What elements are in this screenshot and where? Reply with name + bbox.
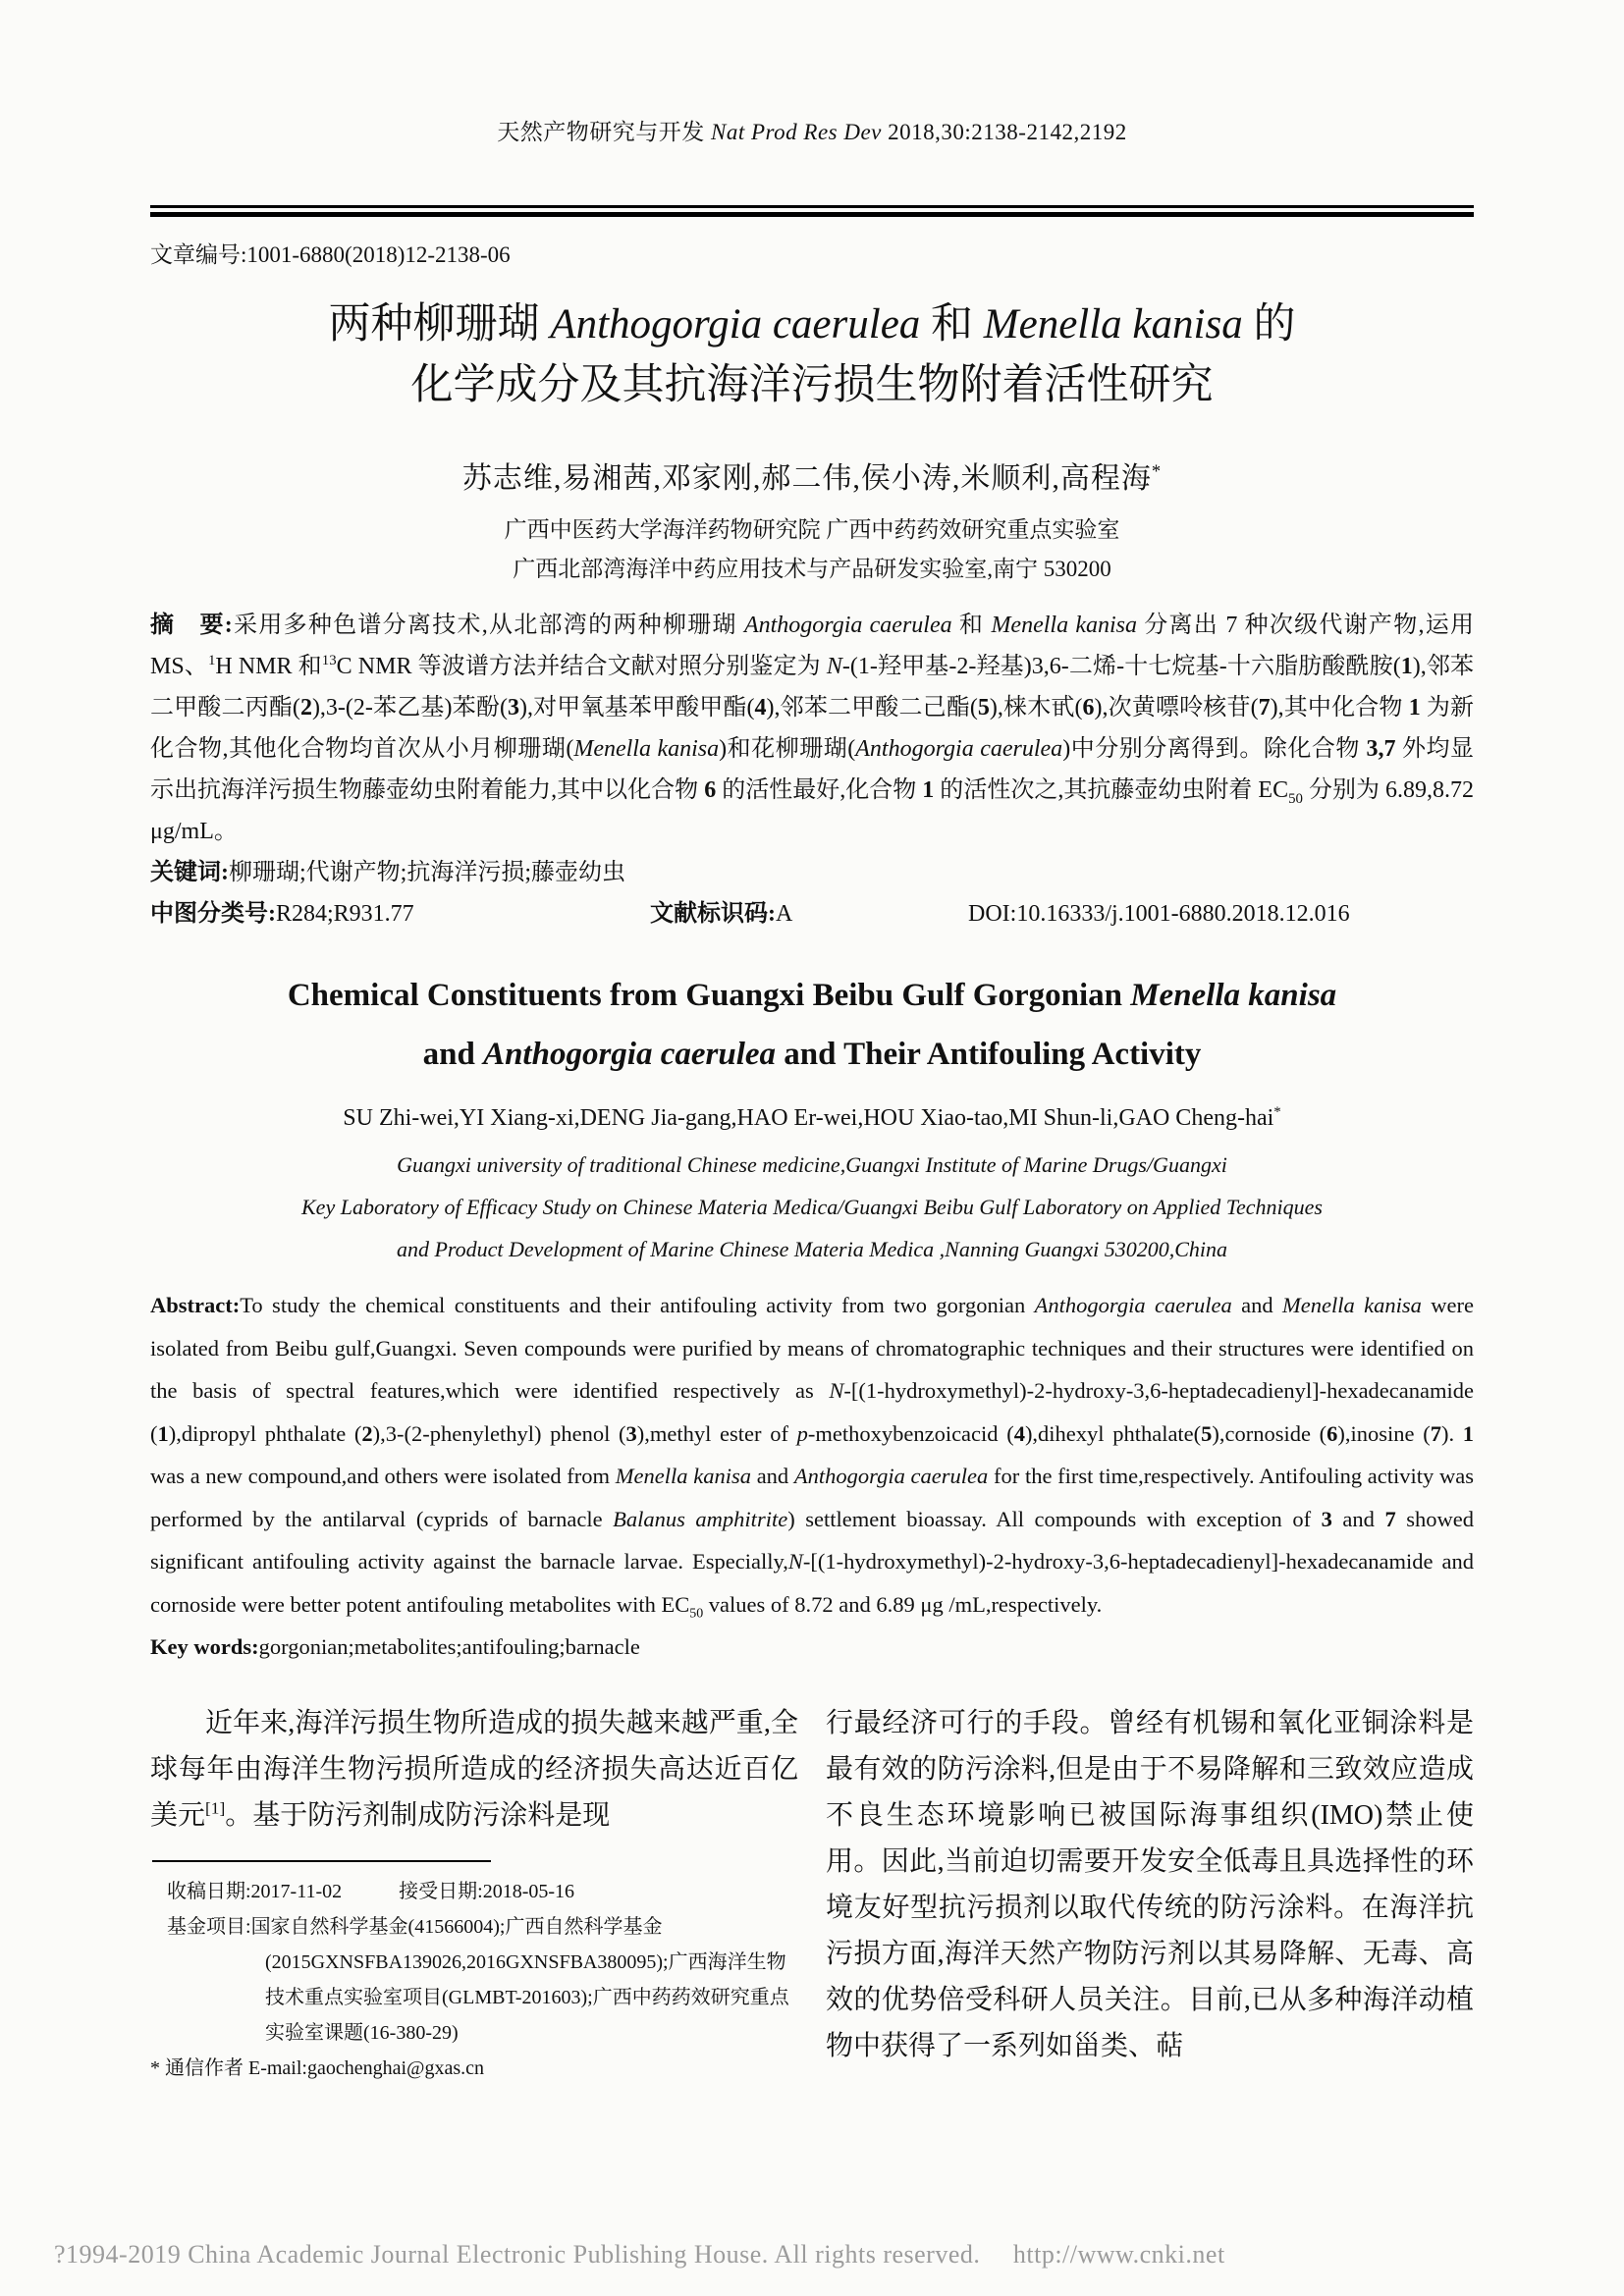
journal-header: 天然产物研究与开发 Nat Prod Res Dev 2018,30:2138-2142,2192	[497, 120, 1127, 144]
abstract-zh	[150, 605, 1474, 852]
title-zh-line1: 两种柳珊瑚 Anthogorgia caerulea 和 Menella kanisa 的	[328, 301, 1296, 347]
document-code: 文献标识码:A	[650, 901, 793, 927]
body-right-paragraph: 行最经济可行的手段。曾经有机锡和氧化亚铜涂料是最有效的防污涂料,但是由于不易降解和三致效应造成不良生态环境影响已被国际海事组织(IMO)禁止使用。因此,当前迫切需要开发安全低毒且具选择性的环境友好型抗污损剂以取代传统的防污涂料。在海洋抗污损方面,海洋天然产物防污剂以其易降解、无毒、高效的优势倍受科研人员关注。目前,已从多种海洋动植物中获得了一系列如甾类、萜	[826, 1707, 1474, 2061]
body-right-column	[826, 1700, 1474, 2086]
affiliation-en-line1: Guangxi university of traditional Chinese medicine,Guangxi Institute of Marine Drugs/Guangxi	[397, 1152, 1227, 1177]
clc-number: 中图分类号:R284;R931.77	[150, 901, 414, 927]
footnote-block	[150, 1860, 798, 2086]
authors-en: SU Zhi-wei,YI Xiang-xi,DENG Jia-gang,HAO Er-wei,HOU Xiao-tao,MI Shun-li,GAO Cheng-hai*	[343, 1104, 1281, 1131]
title-en-line2: and Anthogorgia caerulea and Their Antifouling Activity	[422, 1037, 1202, 1072]
received-date: 收稿日期:2017-11-02	[167, 1880, 343, 1902]
affiliation-en-line2: Key Laboratory of Efficacy Study on Chinese Materia Medica/Guangxi Beibu Gulf Laboratory on Applied Techniques	[301, 1195, 1323, 1219]
funding-label: 基金项目:	[167, 1915, 251, 1938]
header-double-rule	[150, 205, 1474, 217]
affiliation-en-line3: and Product Development of Marine Chinese Materia Medica ,Nanning Guangxi 530200,China	[396, 1237, 1228, 1261]
affiliation-zh-line1: 广西中医药大学海洋药物研究院 广西中药药效研究重点实验室	[504, 517, 1120, 542]
header-rule-thick	[150, 212, 1474, 217]
article-number: 文章编号:1001-6880(2018)12-2138-06	[150, 242, 511, 267]
authors-zh: 苏志维,易湘茜,邓家刚,郝二伟,侯小涛,米顺利,高程海*	[461, 461, 1163, 495]
title-zh	[150, 294, 1474, 416]
corresponding-author-note: * 通信作者 E-mail:gaochenghai@gxas.cn	[150, 2056, 484, 2079]
title-en	[150, 966, 1474, 1084]
affiliation-zh	[150, 510, 1474, 589]
funding-text: 国家自然科学基金(41566004);广西自然科学基金(2015GXNSFBA139026,2016GXNSFBA380095);广西海洋生物技术重点实验室项目(GLMBT-201603);广西中药药效研究重点实验室课题(16-380-29)	[250, 1915, 789, 2044]
title-zh-line2: 化学成分及其抗海洋污损生物附着活性研究	[410, 362, 1214, 408]
body-left-column	[150, 1700, 798, 2086]
abstract-zh-text: 采用多种色谱分离技术,从北部湾的两种柳珊瑚 Anthogorgia caerulea 和 Menella kanisa 分离出 7 种次级代谢产物,运用 MS、$^1$H NMR 和$^{13}$C NMR 等波谱方法并结合文献对照分别鉴定为 N-(1-羟甲基-2-羟基)3,6-二烯-十七烷基-十六脂肪酸酰胺(1),邻苯二甲酸二丙酯(2),3-(2-苯乙基)苯酚(3),对甲氧基苯甲酸甲酯(4),邻苯二甲酸二己酯(5),梾木甙(6),次黄嘌呤核苷(7),其中化合物 1 为新化合物,其他化合物均首次从小月柳珊瑚(Menella kanisa)和花柳珊瑚(Anthogorgia caerulea)中分别分离得到。除化合物 3,7 外均显示出抗海洋污损生物藤壶幼虫附着能力,其中以化合物 6 的活性最好,化合物 1 的活性次之,其抗藤壶幼虫附着 $EC_{50}$ 分别为 6.89,8.72 μg/mL。	[150, 613, 1475, 844]
keywords-en-text: gorgonian;metabolites;antifouling;barnacle	[258, 1634, 640, 1659]
keywords-en	[150, 1626, 1474, 1669]
funding-note	[150, 1909, 798, 2051]
body-columns	[150, 1700, 1474, 2086]
keywords-zh-text: 柳珊瑚;代谢产物;抗海洋污损;藤壶幼虫	[229, 860, 626, 885]
title-en-line1: Chemical Constituents from Guangxi Beibu Gulf Gorgonian Menella kanisa	[287, 978, 1337, 1013]
keywords-zh-label: 关键词:	[150, 860, 229, 885]
affiliation-zh-line2: 广西北部湾海洋中药应用技术与产品研发实验室,南宁 530200	[513, 557, 1111, 581]
abstract-zh-label: 摘 要:	[150, 613, 233, 638]
accepted-date: 接受日期:2018-05-16	[399, 1880, 575, 1902]
abstract-en-text: To study the chemical constituents and their antifouling activity from two gorgonian Anthogorgia caerulea and Menella kanisa were isolated from Beibu gulf,Guangxi. Seven compounds were purified by means of chromatographic techniques and their structures were identified on the basis of spectral features,which were identified respectively as N-[(1-hydroxymethyl)-2-hydroxy-3,6-heptadecadienyl]-hexadecanamide (1),dipropyl phthalate (2),3-(2-phenylethyl) phenol (3),methyl ester of p-methoxybenzoicacid (4),dihexyl phthalate(5),cornoside (6),inosine (7). 1 was a new compound,and others were isolated from Menella kanisa and Anthogorgia caerulea for the first time,respectively. Antifouling activity was performed by the antilarval (cyprids of barnacle Balanus amphitrite) settlement bioassay. All compounds with exception of 3 and 7 showed significant antifouling activity against the barnacle larvae. Especially,N-[(1-hydroxymethyl)-2-hydroxy-3,6-heptadecadienyl]-hexadecanamide and cornoside were better potent antifouling metabolites with $EC_{50}$ values of 8.72 and 6.89 μg /mL,respectively.	[150, 1293, 1474, 1621]
keywords-zh	[150, 852, 1474, 893]
footnote-rule	[152, 1860, 491, 1862]
body-left-paragraph: 近年来,海洋污损生物所造成的损失越来越严重,全球每年由海洋生物污损所造成的经济损失高达近百亿美元[1]。基于防污剂制成防污涂料是现	[150, 1707, 798, 1831]
footnote-dates	[150, 1874, 798, 1909]
abstract-en	[150, 1284, 1474, 1626]
classification-row	[150, 893, 1474, 934]
doi: DOI:10.16333/j.1001-6880.2018.12.016	[968, 901, 1350, 927]
cnki-watermark: ?1994-2019 China Academic Journal Electronic Publishing House. All rights reserved. http://www.cnki.net	[54, 2240, 1225, 2269]
header-rule-thin	[150, 205, 1474, 208]
abstract-en-label: Abstract:	[150, 1293, 241, 1317]
keywords-en-label: Key words:	[150, 1634, 259, 1659]
affiliation-en	[150, 1144, 1474, 1270]
